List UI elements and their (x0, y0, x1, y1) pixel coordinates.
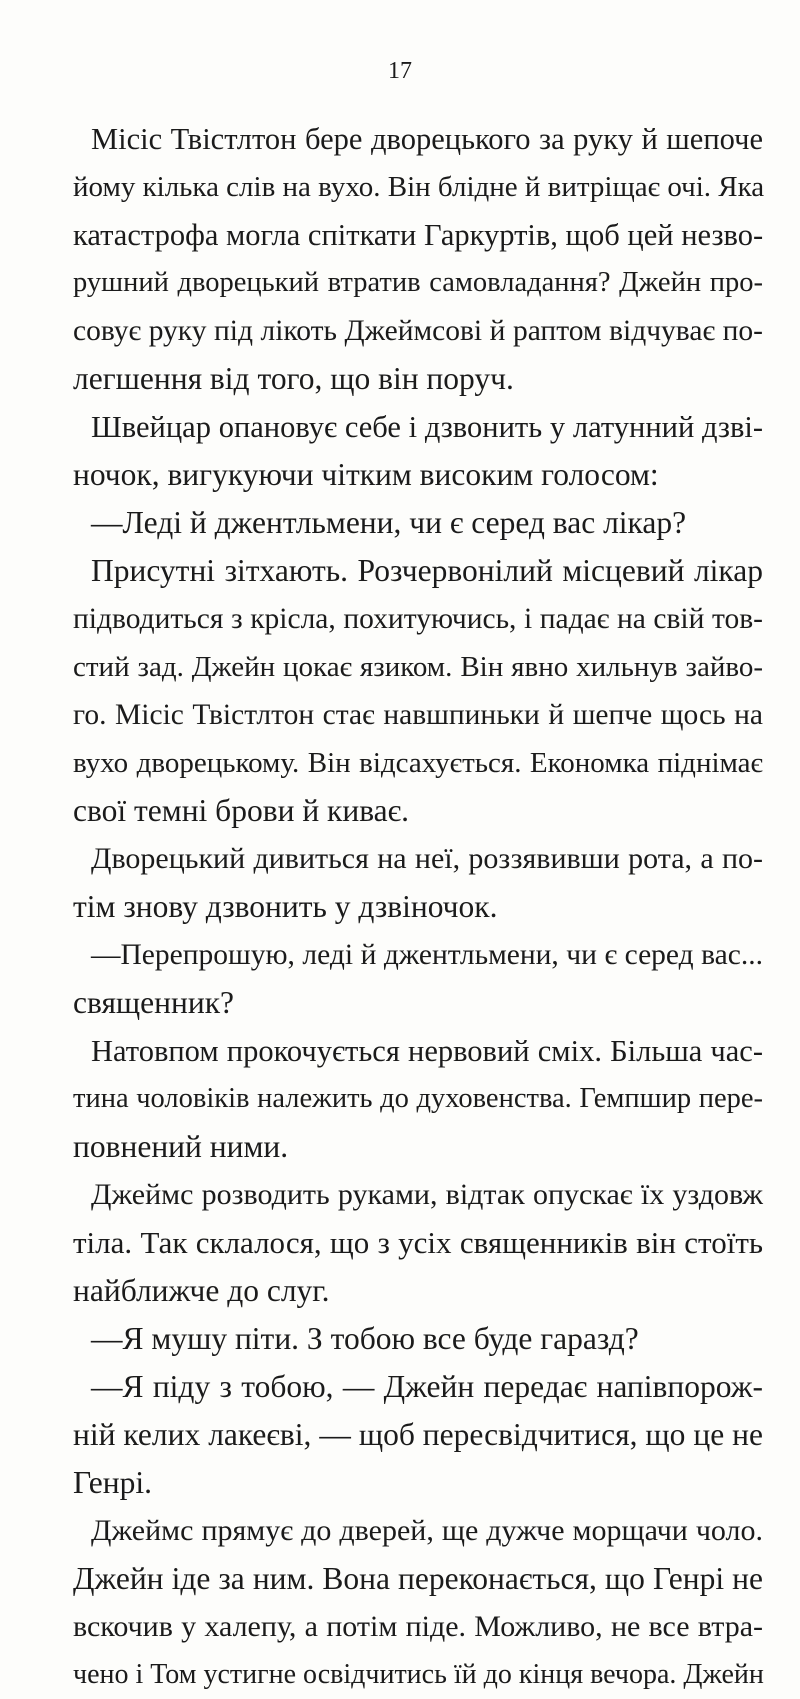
text-line: Швейцар опановує себе і дзвонить у латунний дзві- (91, 410, 763, 444)
text-line: —Я піду з тобою, — Джейн передає напівпорож- (91, 1369, 763, 1404)
text-line: Дворецький дивиться на неї, роззявивши рота, а по- (91, 842, 763, 875)
text-line: йому кілька слів на вухо. Він блідне й витріщає очі. Яка (73, 171, 765, 203)
text-line: Джеймс прямує до дверей, ще дужче морщачи чоло. (91, 1514, 763, 1547)
text-line: тина чоловіків належить до духовенства. Гемпшир пере- (73, 1083, 763, 1114)
text-line: тім знову дзвонить у дзвіночок. (73, 889, 498, 924)
text-line: легшення від того, що він поруч. (73, 361, 514, 396)
text-line: Джеймс розводить руками, відтак опускає їх уздовж (91, 1178, 763, 1211)
text-line: катастрофа могла спіткати Гаркуртів, щоб цей незво- (73, 218, 764, 252)
text-line: найближче до слуг. (73, 1273, 330, 1308)
text-line: тіла. Так склалося, що з усіх священників він стоїть (73, 1225, 763, 1260)
text-line: стий зад. Джейн цокає язиком. Він явно хильнув зайво- (73, 651, 763, 683)
text-line: —Я мушу піти. З тобою все буде гаразд? (91, 1321, 639, 1356)
text-line: чено і Том устигне освідчитись їй до кінця вечора. Джейн (73, 1659, 764, 1690)
text-line: Присутні зітхають. Розчервонілий місцевий лікар (91, 553, 763, 588)
text-line: Натовпом прокочується нервовий сміх. Більша час- (91, 1034, 763, 1068)
text-line: підводиться з крісла, похитуючись, і падає на свій тов- (73, 603, 763, 635)
text-line: ній келих лакеєві, — щоб пересвідчитися, що це не (73, 1417, 763, 1452)
text-line: Джейн іде за ним. Вона переконається, що Генрі не (73, 1561, 763, 1596)
page-number: 17 (388, 58, 412, 84)
text-line: Місіс Твістлтон бере дворецького за руку й шепоче (91, 122, 763, 156)
text-line: вскочив у халепу, а потім піде. Можливо, не все втра- (73, 1610, 763, 1643)
text-line: священник? (73, 985, 235, 1020)
text-line: совує руку під лікоть Джеймсові й раптом відчуває по- (73, 315, 763, 347)
text-line: свої темні брови й киває. (73, 793, 410, 828)
text-line: го. Місіс Твістлтон стає навшпиньки й шепче щось на (73, 699, 763, 731)
text-line: Генрі. (73, 1465, 153, 1500)
text-line: вухо дворецькому. Він відсахується. Економка піднімає (73, 747, 763, 779)
text-line: ночок, вигукуючи чітким високим голосом: (73, 457, 659, 492)
text-line: —Перепрошую, леді й джентльмени, чи є серед вас... (91, 939, 763, 971)
text-line: повнений ними. (73, 1129, 289, 1164)
body-text (73, 115, 763, 1699)
text-line: рушний дворецький втратив самовладання? Джейн про- (73, 267, 763, 298)
text-line: —Леді й джентльмени, чи є серед вас лікар? (91, 505, 687, 540)
